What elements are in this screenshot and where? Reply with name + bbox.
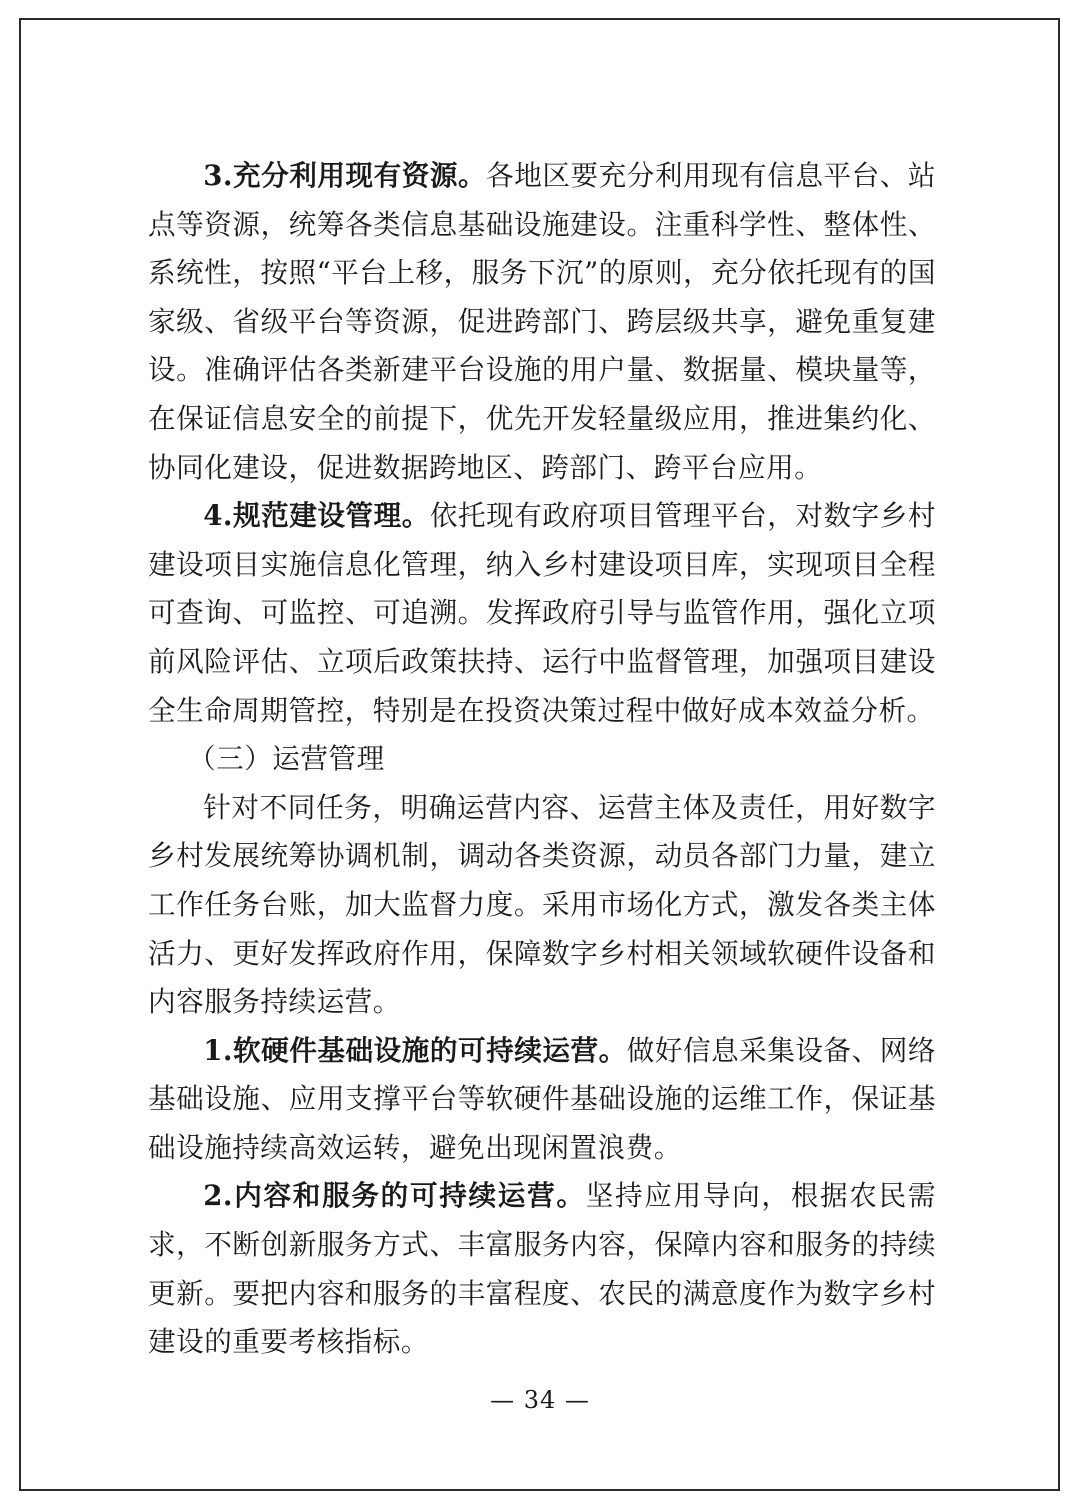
paragraph-text: 依托现有政府项目管理平台，对数字乡村建设项目实施信息化管理，纳入乡村建设项目库，实现项目全程可查询、可监控、可追溯。发挥政府引导与监管作用，强化立项前风险评估、立项后政策扶持、运行中监督管理，加强项目建设全生命周期管控，特别是在投资决策过程中做好成本效益分析。: [148, 499, 936, 727]
paragraph-text: 各地区要充分利用现有信息平台、站点等资源，统筹各类信息基础设施建设。注重科学性、整体性、系统性，按照“平台上移，服务下沉”的原则，充分依托现有的国家级、省级平台等资源，促进跨部门、跨层级共享，避免重复建设。准确评估各类新建平台设施的用户量、数据量、模块量等，在保证信息安全的前提下，优先开发轻量级应用，推进集约化、协同化建设，促进数据跨地区、跨部门、跨平台应用。: [148, 159, 936, 484]
paragraph-construction-management: [148, 492, 936, 735]
paragraph-infrastructure-operation: [148, 1027, 936, 1173]
paragraph-lead: 1.软硬件基础设施的可持续运营。: [203, 1033, 627, 1067]
paragraph-lead: 2.内容和服务的可持续运营。: [203, 1179, 586, 1213]
page-number: — 34 —: [490, 1386, 590, 1414]
paragraph-text: 针对不同任务，明确运营内容、运营主体及责任，用好数字乡村发展统筹协调机制，调动各类资源，动员各部门力量，建立工作任务台账，加大监督力度。采用市场化方式，激发各类主体活力、更好发挥政府作用，保障数字乡村相关领域软硬件设备和内容服务持续运营。: [148, 790, 936, 1019]
paragraph-text: 坚持应用导向，根据农民需求，不断创新服务方式、丰富服务内容，保障内容和服务的持续更新。要把内容和服务的丰富程度、农民的满意度作为数字乡村建设的重要考核指标。: [148, 1179, 936, 1359]
paragraph-lead: 4.规范建设管理。: [203, 499, 430, 533]
document-body: [148, 152, 936, 1367]
paragraph-content-service-operation: [148, 1172, 936, 1366]
paragraph-resources: [148, 152, 936, 492]
paragraph-lead: 3.充分利用现有资源。: [203, 159, 487, 192]
paragraph-text: 做好信息采集设备、网络基础设施、应用支撑平台等软硬件基础设施的运维工作，保证基础设施持续高效运转，避免出现闲置浪费。: [148, 1033, 936, 1164]
paragraph-operations-intro: [148, 784, 936, 1027]
section-heading-operations: （三）运营管理: [188, 742, 385, 776]
